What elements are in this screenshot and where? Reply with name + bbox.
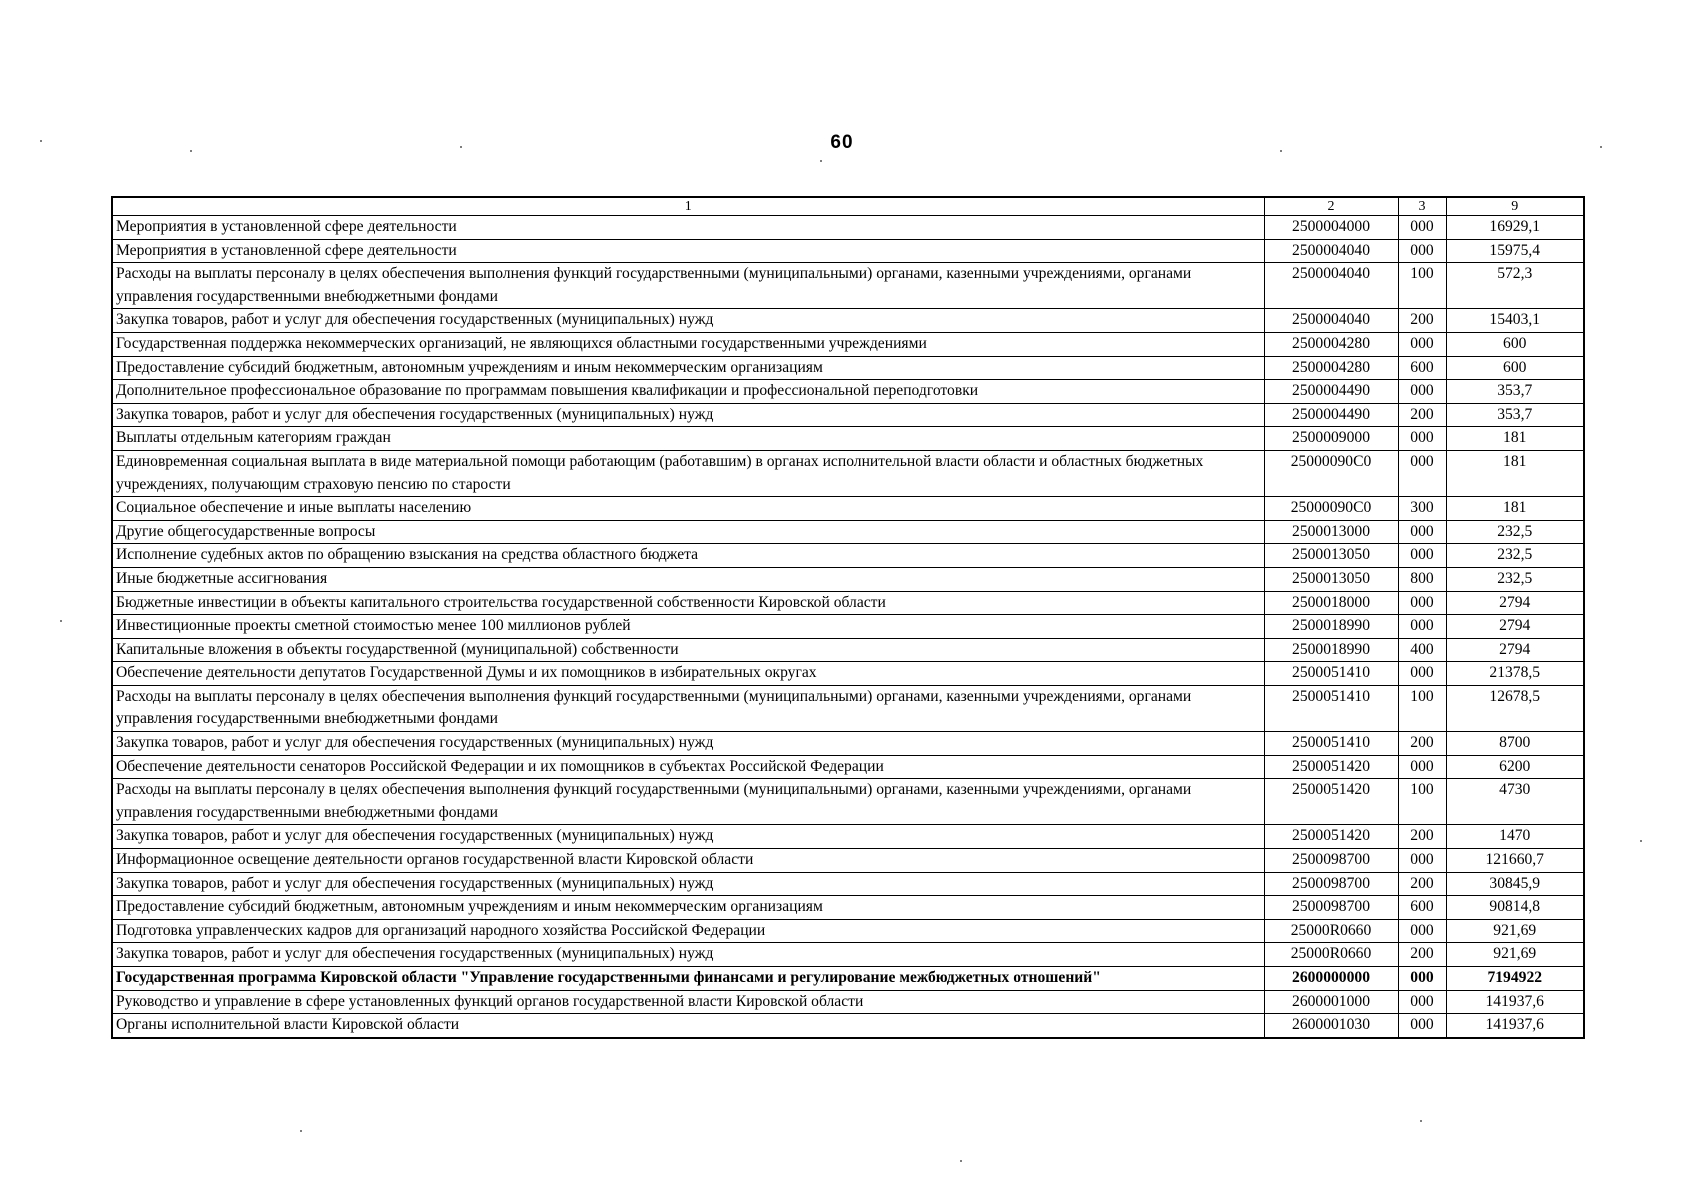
row-name-cell: Закупка товаров, работ и услуг для обеспечения государственных (муниципальных) нужд — [112, 825, 1264, 849]
scan-speck — [1600, 146, 1602, 148]
scan-speck — [60, 620, 62, 622]
column-header-sum: 9 — [1446, 197, 1584, 216]
table-row — [112, 520, 1584, 544]
row-type-cell: 400 — [1398, 638, 1446, 662]
row-code-cell: 2500098700 — [1264, 872, 1398, 896]
row-code-cell: 25000R0660 — [1264, 919, 1398, 943]
row-sum-cell: 921,69 — [1446, 919, 1584, 943]
row-sum-cell: 141937,6 — [1446, 1014, 1584, 1038]
row-sum-cell: 7194922 — [1446, 967, 1584, 991]
row-sum-cell: 141937,6 — [1446, 990, 1584, 1014]
row-code-cell: 2500018990 — [1264, 638, 1398, 662]
row-name-cell: Расходы на выплаты персоналу в целях обеспечения выполнения функций государственными (муниципальными) органами, казенными учреждениями, органами управления государственными внебюджетными фондами — [112, 685, 1264, 731]
row-sum-cell: 600 — [1446, 356, 1584, 380]
table-row — [112, 662, 1584, 686]
table-row — [112, 1014, 1584, 1038]
row-code-cell: 2500004040 — [1264, 263, 1398, 309]
row-sum-cell: 572,3 — [1446, 263, 1584, 309]
row-name-cell: Руководство и управление в сфере установленных функций органов государственной власти Кировской области — [112, 990, 1264, 1014]
table-row — [112, 403, 1584, 427]
row-type-cell: 300 — [1398, 497, 1446, 521]
row-name-cell: Исполнение судебных актов по обращению взыскания на средства областного бюджета — [112, 544, 1264, 568]
table-row — [112, 332, 1584, 356]
row-code-cell: 2500004040 — [1264, 239, 1398, 263]
row-name-cell: Закупка товаров, работ и услуг для обеспечения государственных (муниципальных) нужд — [112, 872, 1264, 896]
row-name-cell: Информационное освещение деятельности органов государственной власти Кировской области — [112, 849, 1264, 873]
row-type-cell: 000 — [1398, 849, 1446, 873]
row-sum-cell: 232,5 — [1446, 567, 1584, 591]
table-row — [112, 732, 1584, 756]
row-code-cell: 2500004040 — [1264, 309, 1398, 333]
row-code-cell: 2500051420 — [1264, 825, 1398, 849]
row-sum-cell: 90814,8 — [1446, 896, 1584, 920]
table-row — [112, 615, 1584, 639]
row-code-cell: 2500018990 — [1264, 615, 1398, 639]
row-sum-cell: 232,5 — [1446, 544, 1584, 568]
row-type-cell: 600 — [1398, 356, 1446, 380]
row-code-cell: 2500004280 — [1264, 356, 1398, 380]
table-row — [112, 356, 1584, 380]
row-type-cell: 100 — [1398, 685, 1446, 731]
row-sum-cell: 2794 — [1446, 591, 1584, 615]
row-code-cell: 25000R0660 — [1264, 943, 1398, 967]
row-sum-cell: 30845,9 — [1446, 872, 1584, 896]
row-name-cell: Подготовка управленческих кадров для организаций народного хозяйства Российской Федерации — [112, 919, 1264, 943]
scan-speck — [820, 160, 822, 162]
row-sum-cell: 8700 — [1446, 732, 1584, 756]
table-header-row — [112, 197, 1584, 216]
row-type-cell: 000 — [1398, 755, 1446, 779]
table-row — [112, 896, 1584, 920]
table-row — [112, 825, 1584, 849]
table-row — [112, 497, 1584, 521]
scan-speck — [960, 1160, 962, 1162]
row-code-cell: 2500051410 — [1264, 685, 1398, 731]
table-row — [112, 638, 1584, 662]
row-sum-cell: 15975,4 — [1446, 239, 1584, 263]
table-row — [112, 943, 1584, 967]
row-name-cell: Социальное обеспечение и иные выплаты населению — [112, 497, 1264, 521]
row-sum-cell: 921,69 — [1446, 943, 1584, 967]
row-type-cell: 000 — [1398, 990, 1446, 1014]
row-name-cell: Расходы на выплаты персоналу в целях обеспечения выполнения функций государственными (муниципальными) органами, казенными учреждениями, органами управления государственными внебюджетными фондами — [112, 263, 1264, 309]
column-header-name: 1 — [112, 197, 1264, 216]
scan-speck — [1420, 1120, 1422, 1122]
row-type-cell: 000 — [1398, 1014, 1446, 1038]
row-sum-cell: 353,7 — [1446, 380, 1584, 404]
row-name-cell: Закупка товаров, работ и услуг для обеспечения государственных (муниципальных) нужд — [112, 732, 1264, 756]
row-type-cell: 800 — [1398, 567, 1446, 591]
row-code-cell: 25000090С0 — [1264, 497, 1398, 521]
row-code-cell: 2500004000 — [1264, 216, 1398, 240]
row-code-cell: 2500013050 — [1264, 567, 1398, 591]
row-sum-cell: 16929,1 — [1446, 216, 1584, 240]
table-row — [112, 779, 1584, 825]
scan-speck — [40, 140, 42, 142]
row-code-cell: 2500051410 — [1264, 662, 1398, 686]
row-sum-cell: 21378,5 — [1446, 662, 1584, 686]
row-name-cell: Закупка товаров, работ и услуг для обеспечения государственных (муниципальных) нужд — [112, 309, 1264, 333]
row-code-cell: 2500098700 — [1264, 849, 1398, 873]
row-type-cell: 200 — [1398, 825, 1446, 849]
row-code-cell: 2500009000 — [1264, 427, 1398, 451]
row-type-cell: 000 — [1398, 427, 1446, 451]
row-type-cell: 100 — [1398, 779, 1446, 825]
row-type-cell: 000 — [1398, 520, 1446, 544]
row-name-cell: Обеспечение деятельности сенаторов Российской Федерации и их помощников в субъектах Российской Федерации — [112, 755, 1264, 779]
row-type-cell: 000 — [1398, 332, 1446, 356]
row-name-cell: Предоставление субсидий бюджетным, автономным учреждениям и иным некоммерческим организациям — [112, 896, 1264, 920]
table-row — [112, 685, 1584, 731]
table-row — [112, 239, 1584, 263]
row-sum-cell: 2794 — [1446, 638, 1584, 662]
row-code-cell: 2500018000 — [1264, 591, 1398, 615]
row-name-cell: Закупка товаров, работ и услуг для обеспечения государственных (муниципальных) нужд — [112, 943, 1264, 967]
page-number: 60 — [830, 132, 854, 153]
row-code-cell: 2500051420 — [1264, 755, 1398, 779]
row-type-cell: 200 — [1398, 943, 1446, 967]
row-code-cell: 25000090С0 — [1264, 450, 1398, 496]
row-sum-cell: 12678,5 — [1446, 685, 1584, 731]
row-name-cell: Предоставление субсидий бюджетным, автономным учреждениям и иным некоммерческим организациям — [112, 356, 1264, 380]
row-type-cell: 000 — [1398, 591, 1446, 615]
row-sum-cell: 181 — [1446, 450, 1584, 496]
row-type-cell: 200 — [1398, 403, 1446, 427]
row-sum-cell: 15403,1 — [1446, 309, 1584, 333]
table-body — [112, 216, 1584, 1038]
row-code-cell: 2500098700 — [1264, 896, 1398, 920]
scan-speck — [190, 150, 192, 152]
row-name-cell: Инвестиционные проекты сметной стоимостью менее 100 миллионов рублей — [112, 615, 1264, 639]
table-row — [112, 591, 1584, 615]
table-row — [112, 309, 1584, 333]
row-type-cell: 000 — [1398, 919, 1446, 943]
row-type-cell: 100 — [1398, 263, 1446, 309]
table-row — [112, 263, 1584, 309]
row-name-cell: Органы исполнительной власти Кировской области — [112, 1014, 1264, 1038]
row-type-cell: 200 — [1398, 732, 1446, 756]
scan-speck — [1280, 150, 1282, 152]
row-code-cell: 2600000000 — [1264, 967, 1398, 991]
table-row — [112, 567, 1584, 591]
row-sum-cell: 181 — [1446, 497, 1584, 521]
table-row — [112, 544, 1584, 568]
row-code-cell: 2500004490 — [1264, 380, 1398, 404]
table-row — [112, 967, 1584, 991]
row-type-cell: 600 — [1398, 896, 1446, 920]
row-sum-cell: 121660,7 — [1446, 849, 1584, 873]
row-sum-cell: 181 — [1446, 427, 1584, 451]
row-name-cell: Капитальные вложения в объекты государственной (муниципальной) собственности — [112, 638, 1264, 662]
row-name-cell: Государственная поддержка некоммерческих организаций, не являющихся областными государственными учреждениями — [112, 332, 1264, 356]
row-sum-cell: 2794 — [1446, 615, 1584, 639]
row-name-cell: Закупка товаров, работ и услуг для обеспечения государственных (муниципальных) нужд — [112, 403, 1264, 427]
row-code-cell: 2600001030 — [1264, 1014, 1398, 1038]
row-name-cell: Дополнительное профессиональное образование по программам повышения квалификации и профессиональной переподготовки — [112, 380, 1264, 404]
scan-speck — [1640, 840, 1642, 842]
row-sum-cell: 353,7 — [1446, 403, 1584, 427]
table-row — [112, 216, 1584, 240]
row-name-cell: Выплаты отдельным категориям граждан — [112, 427, 1264, 451]
row-type-cell: 000 — [1398, 450, 1446, 496]
table-row — [112, 450, 1584, 496]
row-name-cell: Другие общегосударственные вопросы — [112, 520, 1264, 544]
row-type-cell: 000 — [1398, 544, 1446, 568]
row-type-cell: 000 — [1398, 662, 1446, 686]
row-code-cell: 2500051410 — [1264, 732, 1398, 756]
row-name-cell: Государственная программа Кировской области "Управление государственными финансами и регулирование межбюджетных отношений" — [112, 967, 1264, 991]
row-code-cell: 2500013050 — [1264, 544, 1398, 568]
row-name-cell: Бюджетные инвестиции в объекты капитального строительства государственной собственности Кировской области — [112, 591, 1264, 615]
row-type-cell: 000 — [1398, 615, 1446, 639]
scan-speck — [460, 146, 462, 148]
table-row — [112, 990, 1584, 1014]
row-sum-cell: 600 — [1446, 332, 1584, 356]
budget-table — [111, 196, 1585, 1039]
scan-speck — [300, 1130, 302, 1132]
row-code-cell: 2500004490 — [1264, 403, 1398, 427]
column-header-code: 2 — [1264, 197, 1398, 216]
row-type-cell: 000 — [1398, 216, 1446, 240]
row-name-cell: Обеспечение деятельности депутатов Государственной Думы и их помощников в избирательных округах — [112, 662, 1264, 686]
row-type-cell: 200 — [1398, 309, 1446, 333]
table-row — [112, 849, 1584, 873]
row-sum-cell: 6200 — [1446, 755, 1584, 779]
row-sum-cell: 1470 — [1446, 825, 1584, 849]
table-row — [112, 755, 1584, 779]
row-type-cell: 000 — [1398, 380, 1446, 404]
table-row — [112, 872, 1584, 896]
row-type-cell: 000 — [1398, 239, 1446, 263]
row-type-cell: 200 — [1398, 872, 1446, 896]
row-code-cell: 2500051420 — [1264, 779, 1398, 825]
column-header-type: 3 — [1398, 197, 1446, 216]
row-name-cell: Иные бюджетные ассигнования — [112, 567, 1264, 591]
row-name-cell: Единовременная социальная выплата в виде материальной помощи работающим (работавшим) в органах исполнительной власти области и областных бюджетных учреждениях, получающим страховую пенсию по старости — [112, 450, 1264, 496]
table-row — [112, 380, 1584, 404]
row-sum-cell: 232,5 — [1446, 520, 1584, 544]
row-name-cell: Мероприятия в установленной сфере деятельности — [112, 239, 1264, 263]
row-code-cell: 2500013000 — [1264, 520, 1398, 544]
row-sum-cell: 4730 — [1446, 779, 1584, 825]
row-code-cell: 2500004280 — [1264, 332, 1398, 356]
table-row — [112, 427, 1584, 451]
row-code-cell: 2600001000 — [1264, 990, 1398, 1014]
row-name-cell: Мероприятия в установленной сфере деятельности — [112, 216, 1264, 240]
row-name-cell: Расходы на выплаты персоналу в целях обеспечения выполнения функций государственными (муниципальными) органами, казенными учреждениями, органами управления государственными внебюджетными фондами — [112, 779, 1264, 825]
table-row — [112, 919, 1584, 943]
row-type-cell: 000 — [1398, 967, 1446, 991]
